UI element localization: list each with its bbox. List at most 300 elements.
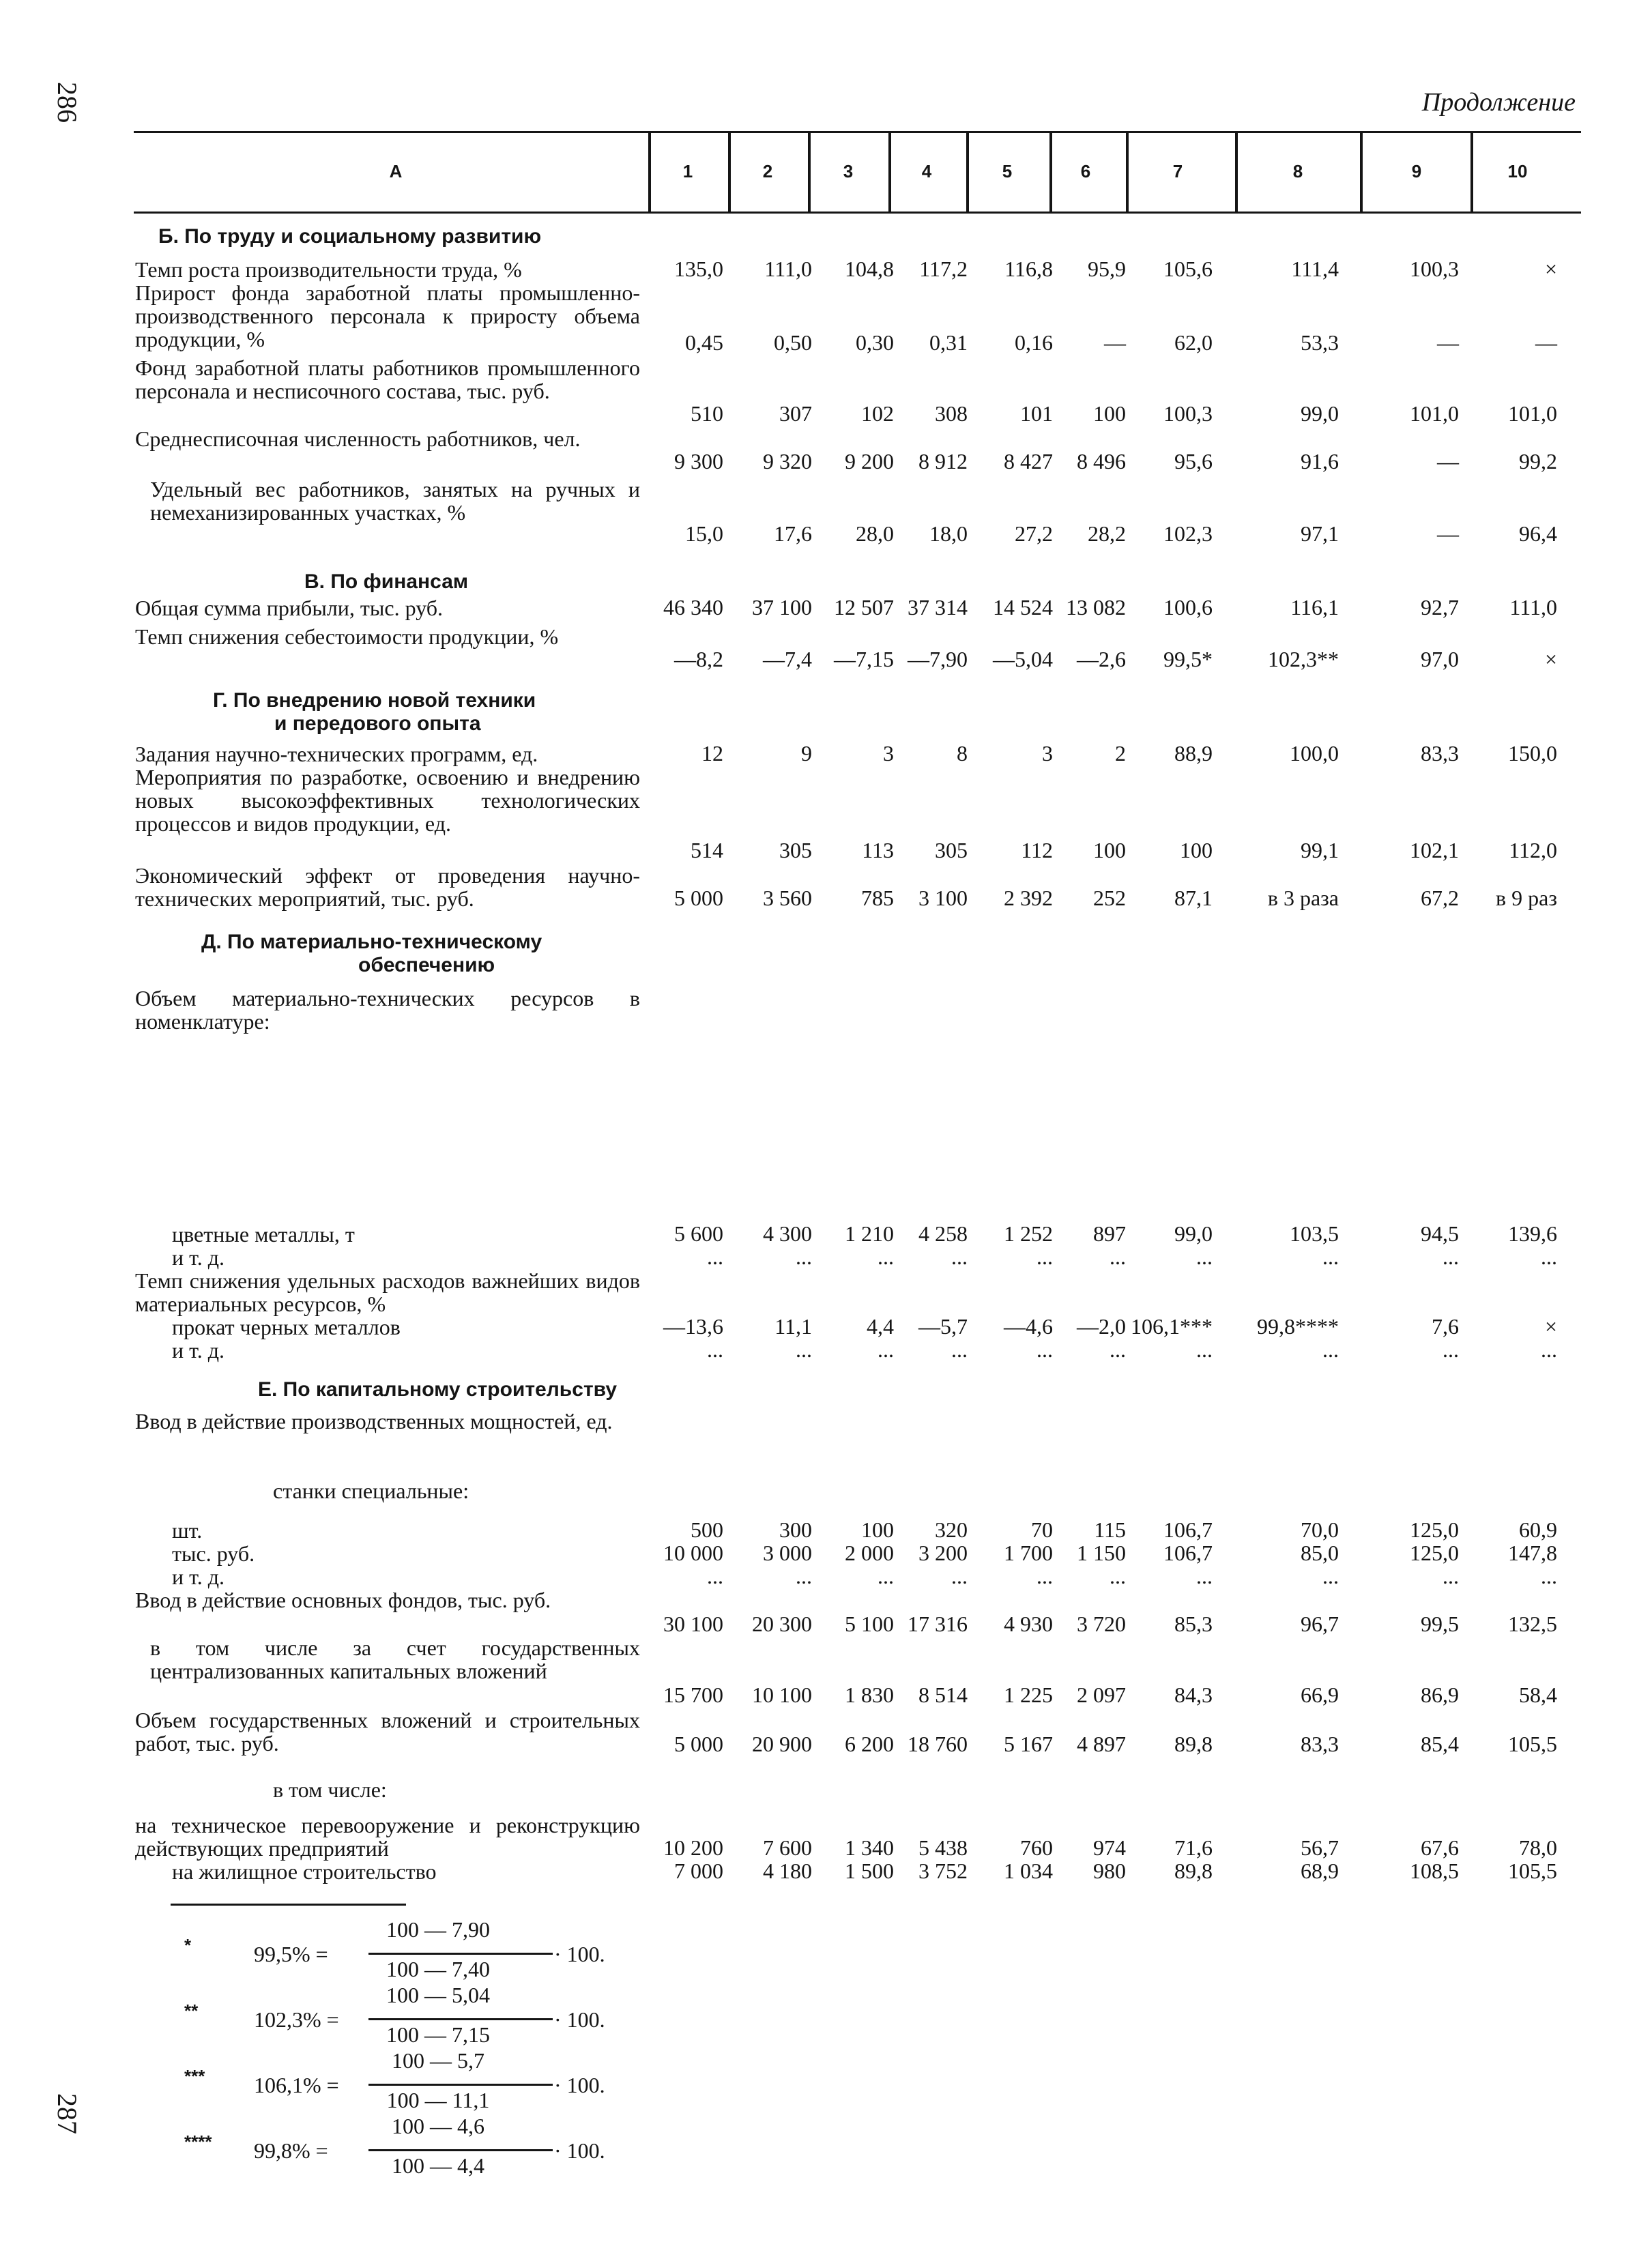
table-cell: 1 340 bbox=[845, 1835, 894, 1860]
footnote-mark: * bbox=[184, 1935, 192, 1955]
column-header-number: 1 bbox=[682, 161, 693, 181]
table-cell: 3 100 bbox=[918, 886, 968, 910]
row-rolled-steel-label: прокат черных металлов bbox=[172, 1315, 401, 1339]
footnote-rule bbox=[171, 1904, 406, 1906]
header-column-rule bbox=[648, 132, 651, 213]
row-new-technology-label: Мероприятия по разработке, освоению и внедрению новых высокоэффективных технологических процессов и видов продукции, ед. bbox=[135, 765, 640, 836]
table-cell: 9 320 bbox=[763, 449, 812, 474]
table-cell: 15,0 bbox=[685, 521, 723, 546]
table-cell: 100,0 bbox=[1290, 741, 1339, 766]
row-etc-2-label: и т. д. bbox=[172, 1338, 224, 1363]
table-cell: 4 180 bbox=[763, 1859, 812, 1883]
table-cell: ... bbox=[796, 1564, 812, 1588]
table-cell: 108,5 bbox=[1410, 1859, 1459, 1883]
table-cell: 10 100 bbox=[752, 1683, 812, 1707]
header-column-rule bbox=[1235, 132, 1238, 213]
table-cell: 3 720 bbox=[1077, 1612, 1126, 1636]
table-cell: 307 bbox=[779, 401, 812, 426]
table-cell: 117,2 bbox=[919, 257, 968, 281]
table-cell: 5 100 bbox=[845, 1612, 894, 1636]
footnote-lhs: 99,5% = bbox=[254, 1942, 328, 1966]
table-cell: 9 300 bbox=[674, 449, 723, 474]
table-cell: 5 600 bbox=[674, 1221, 723, 1246]
table-cell: 111,0 bbox=[764, 257, 812, 281]
table-cell: 252 bbox=[1093, 886, 1126, 910]
table-cell: 71,6 bbox=[1174, 1835, 1213, 1860]
row-housing-label: на жилищное строительство bbox=[172, 1859, 437, 1884]
table-cell: 15 700 bbox=[663, 1683, 723, 1707]
table-cell: 85,4 bbox=[1421, 1732, 1459, 1756]
table-cell: 106,7 bbox=[1163, 1541, 1213, 1565]
row-resource-use-reduction-label: Темп снижения удельных расходов важнейших видов материальных ресурсов, % bbox=[135, 1268, 640, 1316]
footnote-tail: · 100. bbox=[554, 2007, 605, 2032]
table-cell: 7 600 bbox=[763, 1835, 812, 1860]
table-cell: 102,3** bbox=[1268, 647, 1339, 671]
footnote-denominator: 100 — 4,4 bbox=[392, 2153, 484, 2178]
table-cell: 70,0 bbox=[1301, 1517, 1339, 1542]
table-cell: 101 bbox=[1020, 401, 1053, 426]
table-cell: 111,4 bbox=[1291, 257, 1339, 281]
header-column-rule bbox=[1049, 132, 1052, 213]
header-column-rule bbox=[1470, 132, 1473, 213]
header-column-rule bbox=[1360, 132, 1363, 213]
section-g-heading-1: Г. По внедрению новой техники bbox=[213, 689, 536, 712]
column-header-number: 5 bbox=[1002, 161, 1013, 181]
table-cell: 17 316 bbox=[908, 1612, 968, 1636]
table-cell: 100,6 bbox=[1163, 595, 1213, 620]
table-cell: 4,4 bbox=[867, 1314, 894, 1339]
table-cell: ... bbox=[707, 1244, 723, 1269]
table-cell: ... bbox=[1541, 1337, 1557, 1362]
section-v-heading: В. По финансам bbox=[304, 570, 469, 593]
table-cell: ... bbox=[796, 1244, 812, 1269]
row-manual-labor-share-label: Удельный вес работников, занятых на ручных и немеханизированных участках, % bbox=[150, 477, 640, 525]
column-header-label: А bbox=[389, 161, 403, 181]
table-cell: 974 bbox=[1093, 1835, 1126, 1860]
footnote-tail: · 100. bbox=[554, 2138, 605, 2163]
table-cell: 53,3 bbox=[1301, 330, 1339, 355]
table-cell: 3 bbox=[883, 741, 894, 766]
table-cell: — bbox=[1535, 330, 1557, 355]
table-cell: 92,7 bbox=[1421, 595, 1459, 620]
table-cell: 510 bbox=[691, 401, 723, 426]
table-cell: 105,6 bbox=[1163, 257, 1213, 281]
table-cell: 1 500 bbox=[845, 1859, 894, 1883]
table-cell: ... bbox=[1443, 1564, 1459, 1588]
table-cell: 4 300 bbox=[763, 1221, 812, 1246]
header-column-rule bbox=[888, 132, 891, 213]
table-cell: 112,0 bbox=[1509, 838, 1557, 862]
table-cell: 56,7 bbox=[1301, 1835, 1339, 1860]
table-cell: 46 340 bbox=[663, 595, 723, 620]
table-cell: 111,0 bbox=[1509, 595, 1557, 620]
row-capacity-commissioning-label: Ввод в действие производственных мощностей, ед. bbox=[135, 1409, 613, 1433]
table-cell: 125,0 bbox=[1410, 1517, 1459, 1542]
table-cell: 100,3 bbox=[1410, 257, 1459, 281]
table-cell: ... bbox=[1196, 1244, 1213, 1269]
table-cell: 10 000 bbox=[663, 1541, 723, 1565]
row-nonferrous-metals-label: цветные металлы, т bbox=[172, 1222, 355, 1247]
footnote-denominator: 100 — 7,15 bbox=[386, 2022, 490, 2047]
page-number-top: 286 bbox=[52, 82, 83, 123]
table-cell: 97,0 bbox=[1421, 647, 1459, 671]
table-cell: 99,0 bbox=[1301, 401, 1339, 426]
table-cell: — bbox=[1437, 330, 1459, 355]
footnote-fraction-bar bbox=[368, 2018, 553, 2020]
table-cell: 0,16 bbox=[1015, 330, 1053, 355]
table-cell: —7,90 bbox=[908, 647, 968, 671]
table-cell: ... bbox=[951, 1337, 968, 1362]
continuation-label: Продолжение bbox=[1421, 88, 1576, 117]
table-cell: 112 bbox=[1021, 838, 1053, 862]
table-cell: 97,1 bbox=[1301, 521, 1339, 546]
table-cell: ... bbox=[951, 1564, 968, 1588]
table-cell: ... bbox=[878, 1244, 894, 1269]
table-cell: 99,5 bbox=[1421, 1612, 1459, 1636]
table-cell: 5 167 bbox=[1004, 1732, 1053, 1756]
header-column-rule bbox=[728, 132, 731, 213]
row-etc-3-label: и т. д. bbox=[172, 1564, 224, 1589]
table-cell: 8 427 bbox=[1004, 449, 1053, 474]
section-g-heading-2: и передового опыта bbox=[274, 712, 481, 735]
table-cell: ... bbox=[951, 1244, 968, 1269]
table-cell: 0,45 bbox=[685, 330, 723, 355]
column-header-number: 8 bbox=[1292, 161, 1303, 181]
table-cell: 27,2 bbox=[1015, 521, 1053, 546]
header-column-rule bbox=[808, 132, 811, 213]
table-cell: 5 438 bbox=[918, 1835, 968, 1860]
table-cell: 897 bbox=[1093, 1221, 1126, 1246]
table-cell: —4,6 bbox=[1004, 1314, 1053, 1339]
table-cell: 101,0 bbox=[1410, 401, 1459, 426]
table-cell: ... bbox=[1037, 1244, 1053, 1269]
table-cell: в 9 раз bbox=[1496, 886, 1557, 910]
table-cell: ... bbox=[1443, 1244, 1459, 1269]
table-cell: 96,7 bbox=[1301, 1612, 1339, 1636]
table-cell: 58,4 bbox=[1519, 1683, 1557, 1707]
table-cell: 85,3 bbox=[1174, 1612, 1213, 1636]
column-header-number: 10 bbox=[1507, 161, 1528, 181]
table-cell: 8 bbox=[957, 741, 968, 766]
table-cell: 18 760 bbox=[908, 1732, 968, 1756]
row-special-machines-label: станки специальные: bbox=[273, 1479, 469, 1503]
table-cell: 500 bbox=[691, 1517, 723, 1542]
table-cell: 1 034 bbox=[1004, 1859, 1053, 1883]
table-cell: 106,7 bbox=[1163, 1517, 1213, 1542]
table-cell: 308 bbox=[935, 401, 968, 426]
header-column-rule bbox=[1126, 132, 1129, 213]
table-cell: ... bbox=[1443, 1337, 1459, 1362]
table-cell: 7,6 bbox=[1432, 1314, 1459, 1339]
table-cell: 3 560 bbox=[763, 886, 812, 910]
table-cell: 13 082 bbox=[1066, 595, 1126, 620]
table-cell: 99,2 bbox=[1519, 449, 1557, 474]
table-cell: 60,9 bbox=[1519, 1517, 1557, 1542]
page-number-bottom: 287 bbox=[52, 2093, 83, 2134]
row-etc-1-label: и т. д. bbox=[172, 1245, 224, 1270]
table-cell: 7 000 bbox=[674, 1859, 723, 1883]
table-cell: 94,5 bbox=[1421, 1221, 1459, 1246]
table-cell: 103,5 bbox=[1290, 1221, 1339, 1246]
table-cell: 0,31 bbox=[929, 330, 968, 355]
table-cell: 5 000 bbox=[674, 886, 723, 910]
table-cell: × bbox=[1544, 257, 1557, 281]
table-cell: 760 bbox=[1020, 1835, 1053, 1860]
table-cell: 305 bbox=[935, 838, 968, 862]
table-cell: ... bbox=[1110, 1564, 1126, 1588]
table-cell: 84,3 bbox=[1174, 1683, 1213, 1707]
column-header-number: 7 bbox=[1172, 161, 1183, 181]
row-machines-units-label: шт. bbox=[172, 1518, 203, 1543]
table-cell: ... bbox=[878, 1564, 894, 1588]
table-cell: 4 897 bbox=[1077, 1732, 1126, 1756]
table-cell: 20 300 bbox=[752, 1612, 812, 1636]
table-cell: 99,5* bbox=[1163, 647, 1213, 671]
row-wage-fund-label: Фонд заработной платы работников промышленного персонала и несписочного состава, тыс. руб. bbox=[135, 355, 640, 403]
table-cell: —8,2 bbox=[674, 647, 723, 671]
row-fixed-assets-label: Ввод в действие основных фондов, тыс. руб. bbox=[135, 1588, 551, 1612]
table-cell: 100 bbox=[861, 1517, 894, 1542]
footnote-fraction-bar bbox=[368, 1953, 553, 1955]
table-cell: 91,6 bbox=[1301, 449, 1339, 474]
table-cell: 37 100 bbox=[752, 595, 812, 620]
footnote-numerator: 100 — 5,7 bbox=[392, 2048, 484, 2073]
table-cell: 3 200 bbox=[918, 1541, 968, 1565]
table-cell: 99,0 bbox=[1174, 1221, 1213, 1246]
footnote-numerator: 100 — 5,04 bbox=[386, 1983, 490, 2007]
row-resources-intro-label: Объем материально-технических ресурсов в номенклатуре: bbox=[135, 986, 640, 1034]
table-cell: — bbox=[1437, 449, 1459, 474]
header-bottom-rule bbox=[134, 212, 1581, 214]
table-cell: ... bbox=[707, 1564, 723, 1588]
table-cell: 14 524 bbox=[993, 595, 1053, 620]
table-cell: — bbox=[1104, 330, 1126, 355]
table-cell: 1 150 bbox=[1077, 1541, 1126, 1565]
table-cell: —5,04 bbox=[993, 647, 1053, 671]
table-cell: ... bbox=[1541, 1244, 1557, 1269]
table-cell: 8 514 bbox=[918, 1683, 968, 1707]
table-cell: 86,9 bbox=[1421, 1683, 1459, 1707]
table-cell: — bbox=[1437, 521, 1459, 546]
table-cell: 12 507 bbox=[834, 595, 894, 620]
table-cell: —2,0 bbox=[1077, 1314, 1126, 1339]
header-column-rule bbox=[966, 132, 969, 213]
table-cell: 125,0 bbox=[1410, 1541, 1459, 1565]
footnote-fraction-bar bbox=[368, 2149, 553, 2151]
table-cell: 99,8**** bbox=[1257, 1314, 1339, 1339]
row-modernization-label: на техническое перевооружение и реконструкцию действующих предприятий bbox=[135, 1813, 640, 1861]
table-cell: 11,1 bbox=[774, 1314, 812, 1339]
table-cell: ... bbox=[1110, 1337, 1126, 1362]
table-cell: 2 bbox=[1115, 741, 1126, 766]
section-b-heading: Б. По труду и социальному развитию bbox=[158, 225, 542, 248]
table-cell: ... bbox=[1037, 1564, 1053, 1588]
row-research-programs-label: Задания научно-технических программ, ед. bbox=[135, 742, 538, 766]
footnote-mark: *** bbox=[184, 2066, 205, 2086]
table-cell: 100 bbox=[1180, 838, 1213, 862]
row-headcount-label: Среднесписочная численность работников, чел. bbox=[135, 426, 581, 451]
table-cell: 785 bbox=[861, 886, 894, 910]
table-cell: —2,6 bbox=[1077, 647, 1126, 671]
table-cell: 100,3 bbox=[1163, 401, 1213, 426]
footnote-lhs: 102,3% = bbox=[254, 2007, 339, 2032]
table-cell: 28,0 bbox=[856, 521, 894, 546]
table-cell: 1 700 bbox=[1004, 1541, 1053, 1565]
table-cell: 104,8 bbox=[845, 257, 894, 281]
table-cell: 100 bbox=[1093, 401, 1126, 426]
table-cell: 132,5 bbox=[1508, 1612, 1557, 1636]
table-cell: 89,8 bbox=[1174, 1859, 1213, 1883]
table-cell: ... bbox=[1322, 1337, 1339, 1362]
table-cell: —5,7 bbox=[918, 1314, 968, 1339]
table-cell: 10 200 bbox=[663, 1835, 723, 1860]
table-cell: 6 200 bbox=[845, 1732, 894, 1756]
table-cell: 4 930 bbox=[1004, 1612, 1053, 1636]
column-header-number: 3 bbox=[843, 161, 854, 181]
row-cost-reduction-label: Темп снижения себестоимости продукции, % bbox=[135, 624, 559, 649]
table-cell: ... bbox=[1196, 1337, 1213, 1362]
table-cell: 1 252 bbox=[1004, 1221, 1053, 1246]
table-cell: 147,8 bbox=[1508, 1541, 1557, 1565]
table-cell: ... bbox=[796, 1337, 812, 1362]
table-cell: 2 392 bbox=[1004, 886, 1053, 910]
table-cell: 87,1 bbox=[1174, 886, 1213, 910]
table-cell: 115 bbox=[1094, 1517, 1126, 1542]
row-state-investment-label: в том числе за счет государственных централизованных капитальных вложений bbox=[150, 1635, 640, 1683]
table-cell: 67,6 bbox=[1421, 1835, 1459, 1860]
table-cell: 78,0 bbox=[1519, 1835, 1557, 1860]
table-cell: 67,2 bbox=[1421, 886, 1459, 910]
table-cell: ... bbox=[1196, 1564, 1213, 1588]
row-machines-rubles-label: тыс. руб. bbox=[172, 1541, 255, 1566]
header-top-rule bbox=[134, 131, 1581, 133]
section-e-heading: Е. По капитальному строительству bbox=[258, 1378, 618, 1401]
table-cell: 1 225 bbox=[1004, 1683, 1053, 1707]
table-cell: 4 258 bbox=[918, 1221, 968, 1246]
section-d-heading-2: обеспечению bbox=[358, 954, 495, 976]
footnote-numerator: 100 — 4,6 bbox=[392, 2114, 484, 2138]
table-cell: 9 bbox=[801, 741, 812, 766]
row-including-label: в том числе: bbox=[273, 1777, 387, 1802]
table-cell: 95,9 bbox=[1088, 257, 1126, 281]
section-d-heading-1: Д. По материально-техническому bbox=[201, 931, 542, 953]
table-cell: 99,1 bbox=[1301, 838, 1339, 862]
table-cell: 305 bbox=[779, 838, 812, 862]
footnote-numerator: 100 — 7,90 bbox=[386, 1917, 490, 1942]
table-cell: 3 bbox=[1042, 741, 1053, 766]
table-cell: ... bbox=[1322, 1244, 1339, 1269]
table-cell: —13,6 bbox=[663, 1314, 723, 1339]
table-cell: 96,4 bbox=[1519, 521, 1557, 546]
table-cell: 30 100 bbox=[663, 1612, 723, 1636]
table-cell: ... bbox=[878, 1337, 894, 1362]
footnote-tail: · 100. bbox=[554, 1942, 605, 1966]
table-cell: 83,3 bbox=[1421, 741, 1459, 766]
table-cell: 116,1 bbox=[1290, 595, 1339, 620]
table-cell: 116,8 bbox=[1004, 257, 1053, 281]
table-cell: 5 000 bbox=[674, 1732, 723, 1756]
table-cell: 20 900 bbox=[752, 1732, 812, 1756]
table-cell: ... bbox=[1037, 1337, 1053, 1362]
table-cell: 150,0 bbox=[1508, 741, 1557, 766]
table-cell: 514 bbox=[691, 838, 723, 862]
table-cell: 102 bbox=[861, 401, 894, 426]
footnote-lhs: 99,8% = bbox=[254, 2138, 328, 2163]
table-cell: 1 210 bbox=[845, 1221, 894, 1246]
table-cell: 113 bbox=[862, 838, 894, 862]
table-cell: 0,50 bbox=[774, 330, 812, 355]
table-cell: 9 200 bbox=[845, 449, 894, 474]
column-header-number: 6 bbox=[1080, 161, 1091, 181]
row-state-construction-label: Объем государственных вложений и строительных работ, тыс. руб. bbox=[135, 1708, 640, 1756]
table-cell: ... bbox=[1322, 1564, 1339, 1588]
table-cell: 0,30 bbox=[856, 330, 894, 355]
row-labor-productivity-label: Темп роста производительности труда, % bbox=[135, 257, 522, 282]
table-cell: 980 bbox=[1093, 1859, 1126, 1883]
table-cell: 95,6 bbox=[1174, 449, 1213, 474]
table-cell: 18,0 bbox=[929, 521, 968, 546]
column-header-number: 4 bbox=[921, 161, 932, 181]
table-cell: 105,5 bbox=[1508, 1732, 1557, 1756]
table-cell: 2 000 bbox=[845, 1541, 894, 1565]
table-cell: 105,5 bbox=[1508, 1859, 1557, 1883]
table-cell: 100 bbox=[1093, 838, 1126, 862]
table-cell: ... bbox=[1541, 1564, 1557, 1588]
column-header-number: 2 bbox=[762, 161, 773, 181]
table-cell: 1 830 bbox=[845, 1683, 894, 1707]
table-cell: 88,9 bbox=[1174, 741, 1213, 766]
table-cell: ... bbox=[707, 1337, 723, 1362]
table-cell: 101,0 bbox=[1508, 401, 1557, 426]
table-cell: 320 bbox=[935, 1517, 968, 1542]
row-wage-fund-growth-label: Прирост фонда заработной платы промышленно-производственного персонала к приросту объема продукции, % bbox=[135, 280, 640, 351]
table-cell: 17,6 bbox=[774, 521, 812, 546]
row-economic-effect-label: Экономический эффект от проведения научно-технических мероприятий, тыс. руб. bbox=[135, 863, 640, 911]
footnote-tail: · 100. bbox=[554, 2073, 605, 2097]
table-cell: 28,2 bbox=[1088, 521, 1126, 546]
column-header-number: 9 bbox=[1411, 161, 1422, 181]
table-cell: 8 912 bbox=[918, 449, 968, 474]
footnote-mark: ** bbox=[184, 2000, 199, 2021]
table-cell: 300 bbox=[779, 1517, 812, 1542]
table-cell: —7,15 bbox=[834, 647, 894, 671]
table-cell: 66,9 bbox=[1301, 1683, 1339, 1707]
table-cell: 2 097 bbox=[1077, 1683, 1126, 1707]
table-cell: 68,9 bbox=[1301, 1859, 1339, 1883]
row-total-profit-label: Общая сумма прибыли, тыс. руб. bbox=[135, 596, 444, 620]
table-cell: —7,4 bbox=[763, 647, 812, 671]
table-cell: 102,3 bbox=[1163, 521, 1213, 546]
table-cell: 106,1*** bbox=[1131, 1314, 1213, 1339]
table-cell: 3 752 bbox=[918, 1859, 968, 1883]
table-cell: × bbox=[1544, 647, 1557, 671]
footnote-lhs: 106,1% = bbox=[254, 2073, 339, 2097]
table-cell: × bbox=[1544, 1314, 1557, 1339]
table-cell: 83,3 bbox=[1301, 1732, 1339, 1756]
table-cell: 102,1 bbox=[1410, 838, 1459, 862]
table-cell: 89,8 bbox=[1174, 1732, 1213, 1756]
footnote-denominator: 100 — 7,40 bbox=[386, 1957, 490, 1981]
table-cell: 139,6 bbox=[1508, 1221, 1557, 1246]
table-cell: ... bbox=[1110, 1244, 1126, 1269]
table-cell: 70 bbox=[1031, 1517, 1053, 1542]
footnote-mark: **** bbox=[184, 2131, 212, 2152]
table-cell: 12 bbox=[701, 741, 723, 766]
footnote-fraction-bar bbox=[368, 2084, 553, 2086]
table-cell: 8 496 bbox=[1077, 449, 1126, 474]
table-cell: 135,0 bbox=[674, 257, 723, 281]
table-cell: 85,0 bbox=[1301, 1541, 1339, 1565]
